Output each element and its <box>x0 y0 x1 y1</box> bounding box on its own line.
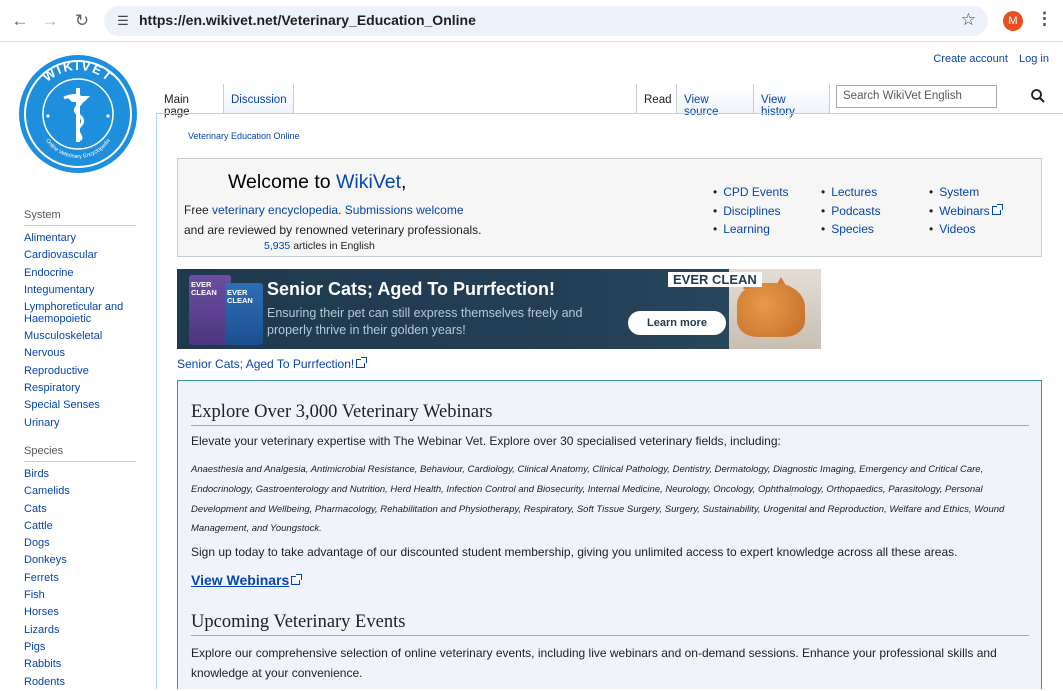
article-count[interactable]: 5,935 <box>264 240 291 252</box>
log-in-link[interactable]: Log in <box>1019 53 1049 65</box>
product-brand-1: EVER CLEAN <box>191 280 217 297</box>
sidebar-item-nervous[interactable]: Nervous <box>24 347 65 360</box>
quick-link-podcasts[interactable]: Podcasts <box>831 203 881 218</box>
sidebar-system-heading: System <box>24 209 136 226</box>
browser-toolbar <box>0 0 1063 42</box>
quick-link-disciplines[interactable]: Disciplines <box>723 203 781 218</box>
address-bar[interactable] <box>104 6 988 36</box>
welcome-line-free <box>184 203 464 217</box>
reload-icon[interactable]: ↻ <box>74 11 90 30</box>
sidebar-item-special-senses[interactable]: Special Senses <box>24 399 100 412</box>
sidebar-species <box>24 445 136 691</box>
product-brand-2: EVER CLEAN <box>227 288 253 305</box>
search-input[interactable] <box>836 85 997 108</box>
tab-read[interactable]: Read <box>636 84 677 114</box>
ad-banner[interactable] <box>177 269 821 349</box>
quick-link-webinars[interactable] <box>939 204 1000 218</box>
external-link-icon <box>992 206 1001 215</box>
quick-link-videos[interactable]: Videos <box>939 222 976 237</box>
sidebar-item-integumentary[interactable]: Integumentary <box>24 283 95 296</box>
tab-view-history[interactable]: View history <box>754 84 830 114</box>
view-webinars-label: View Webinars <box>191 572 290 588</box>
view-webinars-link[interactable] <box>191 572 300 588</box>
sidebar-item-rabbits[interactable]: Rabbits <box>24 658 62 671</box>
profile-avatar[interactable]: M <box>1003 11 1023 31</box>
tab-discussion[interactable]: Discussion <box>224 84 294 114</box>
sidebar-item-horses[interactable]: Horses <box>24 606 59 619</box>
more-menu-icon[interactable]: ⋮ <box>1036 9 1053 28</box>
ad-subtext: Ensuring their pet can still express themselves freely and properly thrive in their golden years! <box>267 306 583 337</box>
search-icon[interactable] <box>1030 88 1046 104</box>
sidebar-item-alimentary[interactable]: Alimentary <box>24 232 76 244</box>
personal-tools <box>925 53 1049 65</box>
sidebar-item-rodents[interactable]: Rodents <box>24 675 65 688</box>
webinars-intro: Elevate your veterinary expertise with The Webinar Vet. Explore over 30 specialised veterinary fields, including: <box>191 434 781 448</box>
back-icon[interactable]: ← <box>11 11 29 30</box>
tab-view-source[interactable]: View source <box>677 84 754 114</box>
quick-link-learning[interactable]: Learning <box>723 222 770 237</box>
sidebar-item-lymphoreticular[interactable]: Lymphoreticular and Haemopoietic <box>24 301 124 326</box>
sidebar-item-cats[interactable]: Cats <box>24 502 47 515</box>
encyclopedia-link[interactable]: veterinary encyclopedia <box>212 203 339 217</box>
wikivet-logo[interactable] <box>18 54 138 174</box>
welcome-box <box>177 158 1042 257</box>
sidebar-item-endocrine[interactable]: Endocrine <box>24 266 74 279</box>
sidebar-item-cattle[interactable]: Cattle <box>24 519 53 532</box>
events-heading: Upcoming Veterinary Events <box>191 612 1029 636</box>
site-settings-icon[interactable]: ☰ <box>117 13 129 28</box>
quick-links-col2 <box>821 183 881 239</box>
articles-suffix: articles in English <box>290 240 375 252</box>
create-account-link[interactable]: Create account <box>933 53 1008 65</box>
sidebar-item-birds[interactable]: Birds <box>24 468 50 480</box>
logo-tagline: Online Veterinary Encyclopedia <box>44 137 112 161</box>
learn-more-button[interactable]: Learn more <box>628 311 726 335</box>
submissions-link[interactable]: Submissions welcome <box>344 203 464 217</box>
tab-main-page[interactable]: Main page <box>157 84 224 114</box>
forward-icon[interactable]: → <box>41 11 59 30</box>
sidebar-species-heading: Species <box>24 445 136 462</box>
ad-caption-text: Senior Cats; Aged To Purrfection! <box>177 357 355 371</box>
sidebar-item-cardiovascular[interactable]: Cardiovascular <box>24 249 98 262</box>
sidebar-item-fish[interactable]: Fish <box>24 589 45 602</box>
url-text[interactable]: https://en.wikivet.net/Veterinary_Education_Online <box>139 12 476 28</box>
sidebar-item-reproductive[interactable]: Reproductive <box>24 364 89 377</box>
ad-caption-link[interactable] <box>177 357 365 371</box>
sidebar-item-musculoskeletal[interactable]: Musculoskeletal <box>24 330 103 343</box>
sidebar-item-pigs[interactable]: Pigs <box>24 640 46 653</box>
sidebar-item-respiratory[interactable]: Respiratory <box>24 382 81 395</box>
quick-link-lectures[interactable]: Lectures <box>831 185 878 199</box>
welcome-title-prefix: Welcome to <box>228 171 337 193</box>
external-link-icon <box>291 576 300 585</box>
sidebar-item-donkeys[interactable]: Donkeys <box>24 554 67 567</box>
welcome-title-suffix: , <box>401 171 407 193</box>
sidebar-item-urinary[interactable]: Urinary <box>24 416 60 429</box>
sidebar-item-ferrets[interactable]: Ferrets <box>24 571 59 584</box>
ad-headline: Senior Cats; Aged To Purrfection! <box>267 279 556 299</box>
quick-link-system[interactable]: System <box>939 185 980 199</box>
webinars-signup: Sign up today to take advantage of our discounted student membership, giving you unlimited access to expert knowledge across all these areas. <box>191 545 958 559</box>
webinars-topics: Anaesthesia and Analgesia, Antimicrobial Resistance, Behaviour, Cardiology, Clinical Anatomy, Clinical Pathology, Dentistry, Dermatology, Diagnostic Imaging, Emergency and Critical Care, Endocrinology, Gastroenterology and Nutrition, Herd Health, Infection Control and Biosecurity, Internal Medicine, Neurology, Oncology, Ophthalmology, Orthopaedics, Parasitology, Personal Development and Wellbeing, Pharmacology, Rehabilitation and Physiotherapy, Respiratory, Soft Tissue Surgery, Surgery, Sustainability, Urogenital and Reproduction, Welfare and Ethics, Wound Management, and Youngstock. <box>191 464 1005 535</box>
product-box-blue <box>225 283 263 345</box>
quick-links-col3 <box>929 183 1001 239</box>
webinars-heading: Explore Over 3,000 Veterinary Webinars <box>191 402 1029 426</box>
welcome-line-reviewed: and are reviewed by renowned veterinary professionals. <box>184 223 482 237</box>
quick-link-species[interactable]: Species <box>831 222 874 237</box>
free-text: Free <box>184 203 213 217</box>
quick-links-col1 <box>713 183 789 239</box>
breadcrumb[interactable]: Veterinary Education Online <box>188 131 300 141</box>
sidebar-item-dogs[interactable]: Dogs <box>24 537 50 550</box>
sidebar-item-camelids[interactable]: Camelids <box>24 485 70 498</box>
external-link-icon <box>356 359 365 368</box>
wikivet-link[interactable]: WikiVet <box>336 171 402 193</box>
sidebar-item-lizards[interactable]: Lizards <box>24 623 60 636</box>
webinar-box <box>177 380 1042 689</box>
events-text: Explore our comprehensive selection of online veterinary events, including live webinars and on-demand sessions. Enhance your professional skills and knowledge at your convenience. <box>191 646 997 680</box>
article-count-line <box>264 240 375 252</box>
logo-name: WIKIVET <box>39 57 117 85</box>
ever-clean-logo: EVER CLEAN <box>668 272 762 287</box>
webinars-label: Webinars <box>939 203 990 218</box>
search-placeholder: Search WikiVet English <box>843 90 962 102</box>
quick-link-cpd-events[interactable]: CPD Events <box>723 185 789 199</box>
bookmark-star-icon[interactable]: ☆ <box>960 10 976 29</box>
sidebar-system <box>24 209 136 432</box>
welcome-title <box>228 171 406 194</box>
period-text: . <box>338 203 342 217</box>
